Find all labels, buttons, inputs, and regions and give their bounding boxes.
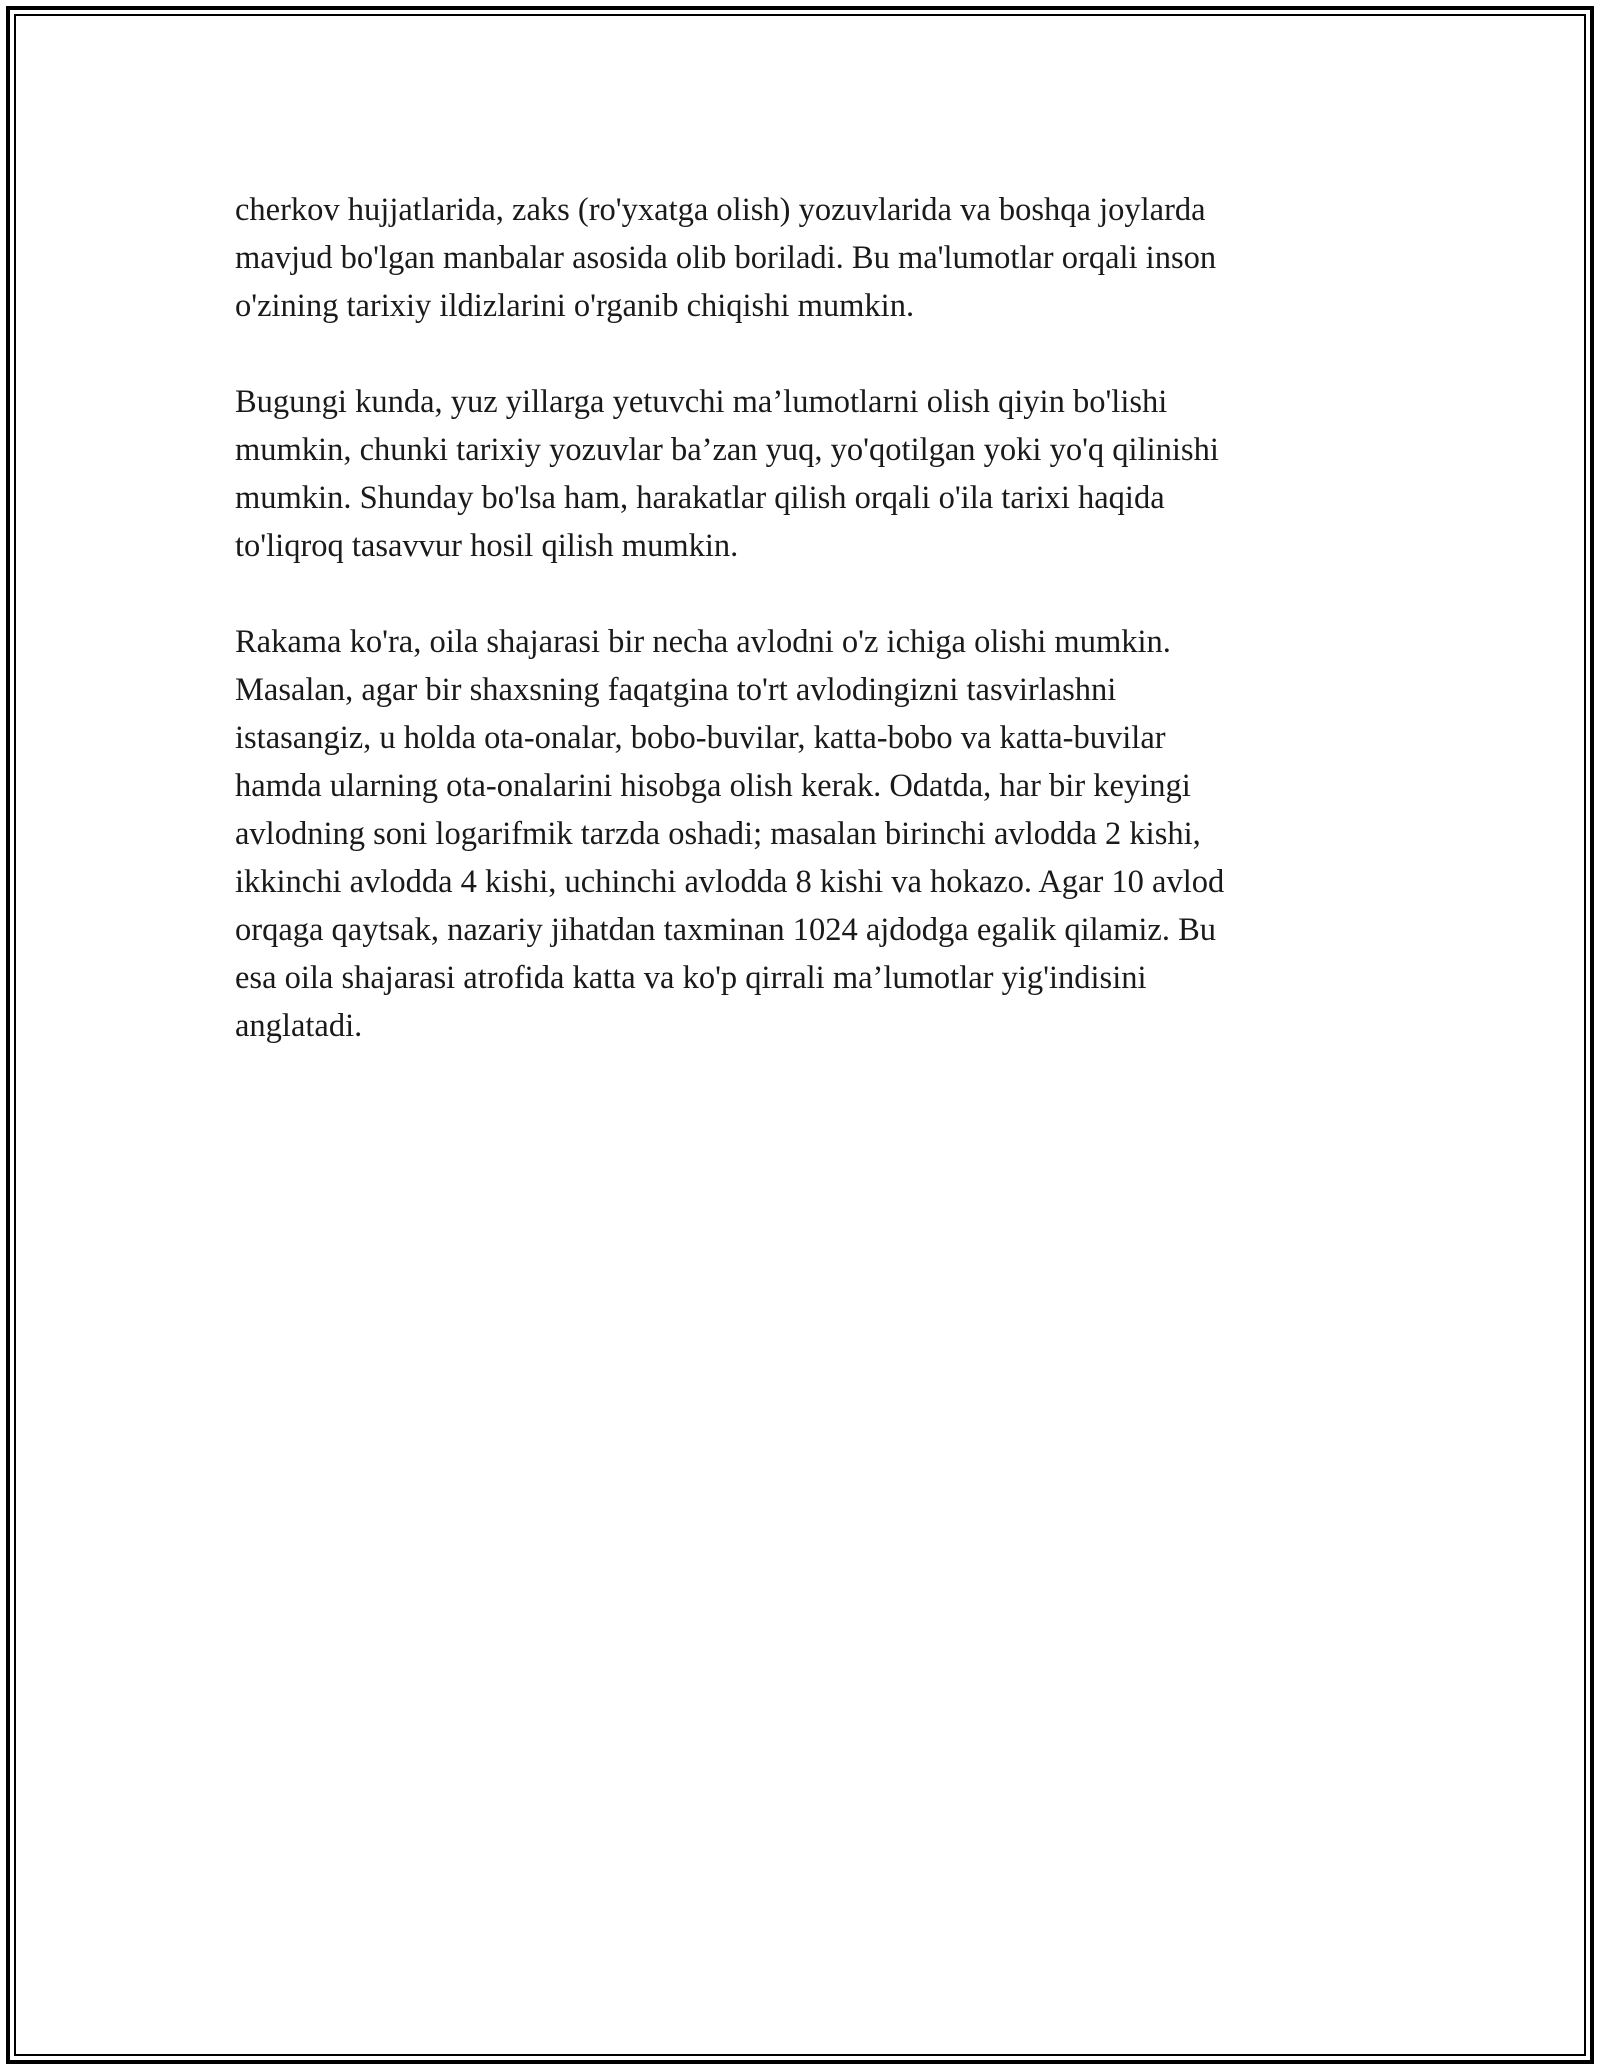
text-line: mumkin, chunki tarixiy yozuvlar ba’zan yuq, yo'qotilgan yoki yo'q qilinishi (235, 432, 1219, 468)
text-line: Rakama ko'ra, oila shajarasi bir necha avlodni o'z ichiga olishi mumkin. (235, 624, 1171, 660)
paragraph-1 (235, 186, 1365, 330)
text-line: istasangiz, u holda ota-onalar, bobo-buvilar, katta-bobo va katta-buvilar (235, 720, 1166, 756)
text-line: hamda ularning ota-onalarini hisobga olish kerak. Odatda, har bir keyingi (235, 768, 1191, 804)
text-line: to'liqroq tasavvur hosil qilish mumkin. (235, 528, 739, 564)
text-line: avlodning soni logarifmik tarzda oshadi; masalan birinchi avlodda 2 kishi, (235, 816, 1201, 852)
document-body (235, 186, 1365, 1098)
text-line: esa oila shajarasi atrofida katta va ko'p qirrali ma’lumotlar yig'indisini (235, 960, 1147, 996)
paragraph-3 (235, 618, 1365, 1050)
text-line: o'zining tarixiy ildizlarini o'rganib chiqishi mumkin. (235, 288, 915, 324)
text-line: anglatadi. (235, 1008, 363, 1044)
text-line: mavjud bo'lgan manbalar asosida olib boriladi. Bu ma'lumotlar orqali inson (235, 240, 1217, 276)
text-line: orqaga qaytsak, nazariy jihatdan taxminan 1024 ajdodga egalik qilamiz. Bu (235, 912, 1217, 948)
text-line: Bugungi kunda, yuz yillarga yetuvchi ma’lumotlarni olish qiyin bo'lishi (235, 384, 1168, 420)
paragraph-2 (235, 378, 1365, 570)
text-line: mumkin. Shunday bo'lsa ham, harakatlar qilish orqali o'ila tarixi haqida (235, 480, 1165, 516)
text-line: ikkinchi avlodda 4 kishi, uchinchi avlodda 8 kishi va hokazo. Agar 10 avlod (235, 864, 1225, 900)
text-line: cherkov hujjatlarida, zaks (ro'yxatga olish) yozuvlarida va boshqa joylarda (235, 192, 1206, 228)
text-line: Masalan, agar bir shaxsning faqatgina to'rt avlodingizni tasvirlashni (235, 672, 1117, 708)
